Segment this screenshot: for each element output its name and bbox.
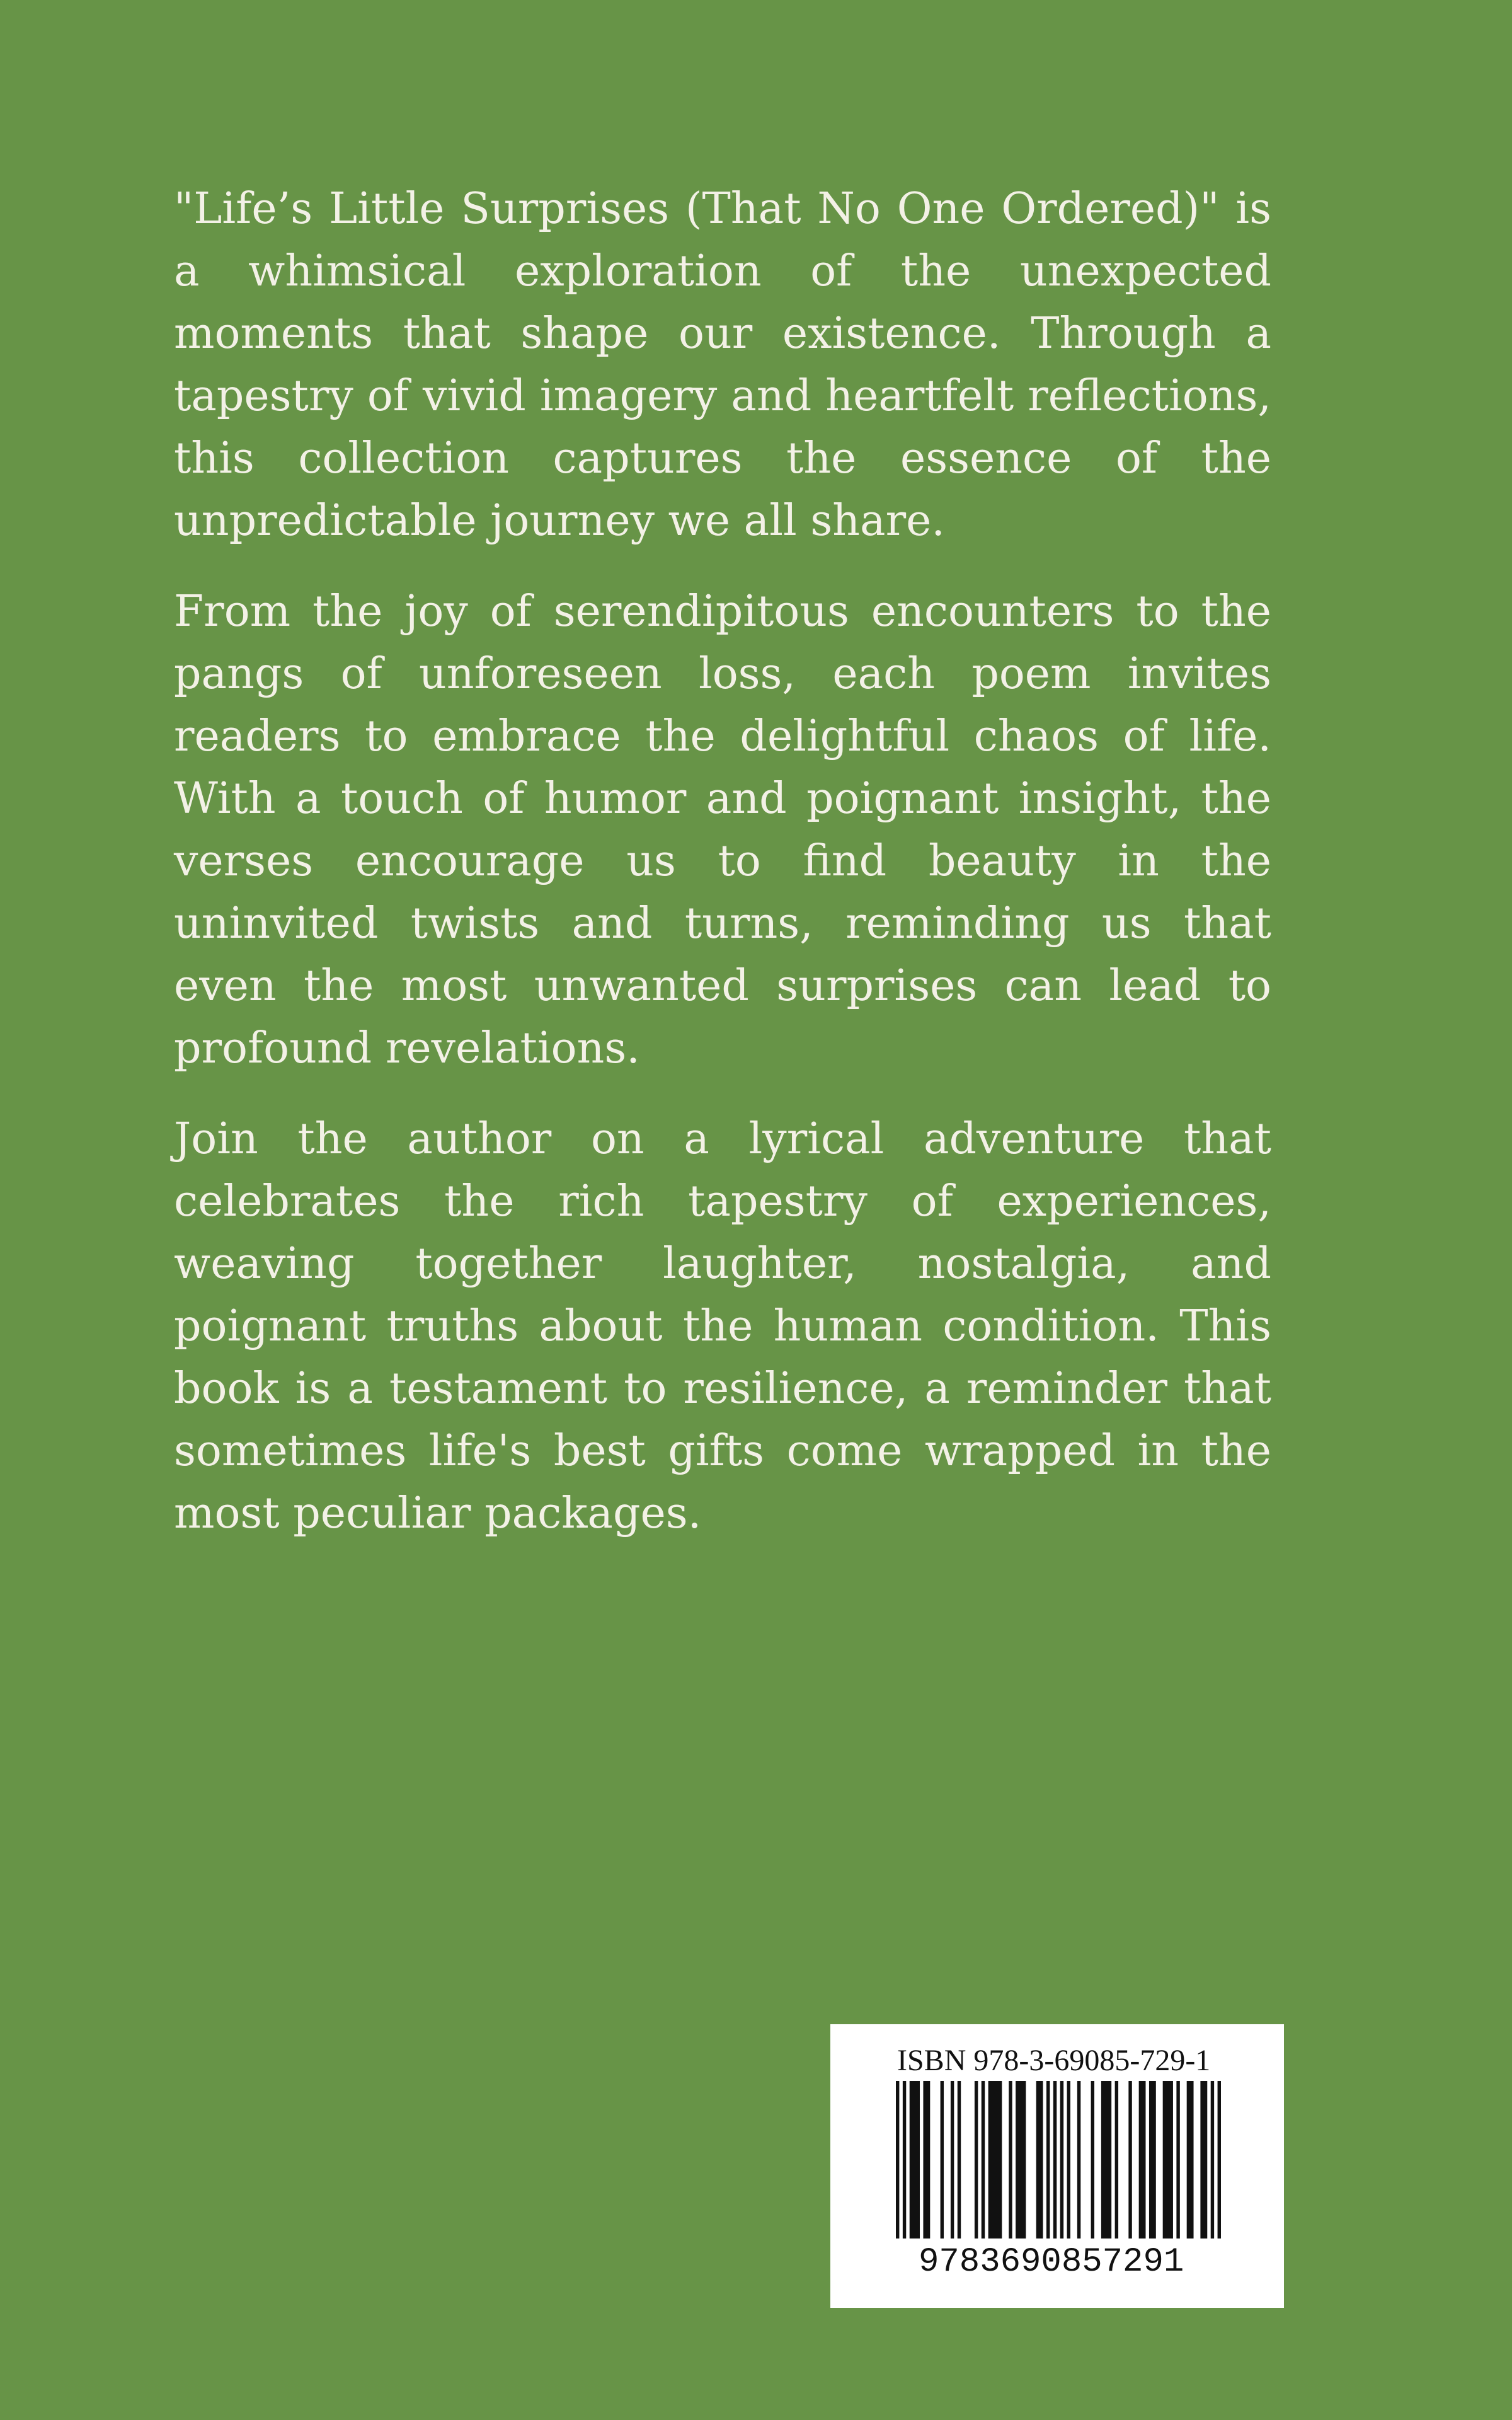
- barcode-bar: [1101, 2081, 1111, 2238]
- isbn-digits: 9783690857291: [919, 2243, 1184, 2281]
- barcode-bar: [1067, 2081, 1070, 2238]
- barcode-bar: [923, 2081, 930, 2238]
- barcode-bar: [1211, 2081, 1214, 2238]
- barcode-image: [896, 2081, 1221, 2238]
- barcode-bar: [1060, 2081, 1063, 2238]
- barcode-bar: [1091, 2081, 1094, 2238]
- barcode-bar: [1163, 2081, 1173, 2238]
- barcode-bar: [1115, 2081, 1118, 2238]
- barcode-bar: [1139, 2081, 1146, 2238]
- barcode-bar: [951, 2081, 954, 2238]
- blurb-paragraph-2: From the joy of serendipitous encounters to the pangs of unforeseen loss, each poem invites readers to embrace the delightful chaos of life. With a touch of humor and poignant insight, the verses encourage us to find beauty in the uninvited twists and turns, reminding us that even the most unwanted surprises can lead to profound revelations.: [174, 587, 1271, 1073]
- blurb-paragraph-1: "Life’s Little Surprises (That No One Ordered)" is a whimsical exploration of the unexpected moments that shape our existence. Through a tapestry of vivid imagery and heartfelt reflections, this collection captures the essence of the unpredictable journey we all share.: [174, 184, 1271, 546]
- barcode-bar: [903, 2081, 906, 2238]
- barcode-bar: [1016, 2081, 1026, 2238]
- barcode-bar: [958, 2081, 961, 2238]
- blurb-text: [174, 178, 1271, 1573]
- barcode-bar: [975, 2081, 978, 2238]
- barcode-bar: [910, 2081, 920, 2238]
- barcode-bar: [1128, 2081, 1131, 2238]
- barcode-bar: [1176, 2081, 1179, 2238]
- barcode-bar: [1077, 2081, 1080, 2238]
- barcode-bar: [1218, 2081, 1221, 2238]
- barcode-bar: [1036, 2081, 1043, 2238]
- barcode-bar: [1149, 2081, 1156, 2238]
- barcode-bar: [1187, 2081, 1194, 2238]
- barcode-bar: [1053, 2081, 1057, 2238]
- barcode-bar: [1200, 2081, 1207, 2238]
- isbn-label: ISBN 978-3-69085-729-1: [897, 2044, 1211, 2077]
- barcode-bar: [1009, 2081, 1012, 2238]
- barcode-bar: [988, 2081, 1002, 2238]
- blurb-paragraph-3: Join the author on a lyrical adventure that celebrates the rich tapestry of experiences, weaving together laughter, nostalgia, and poignant truths about the human condition. This book is a testament to resilience, a reminder that sometimes life's best gifts come wrapped in the most peculiar packages.: [174, 1114, 1271, 1538]
- barcode-bar: [941, 2081, 944, 2238]
- barcode-bar: [896, 2081, 899, 2238]
- barcode-bar: [982, 2081, 985, 2238]
- barcode-bar: [1046, 2081, 1050, 2238]
- barcode-box: [830, 2024, 1284, 2308]
